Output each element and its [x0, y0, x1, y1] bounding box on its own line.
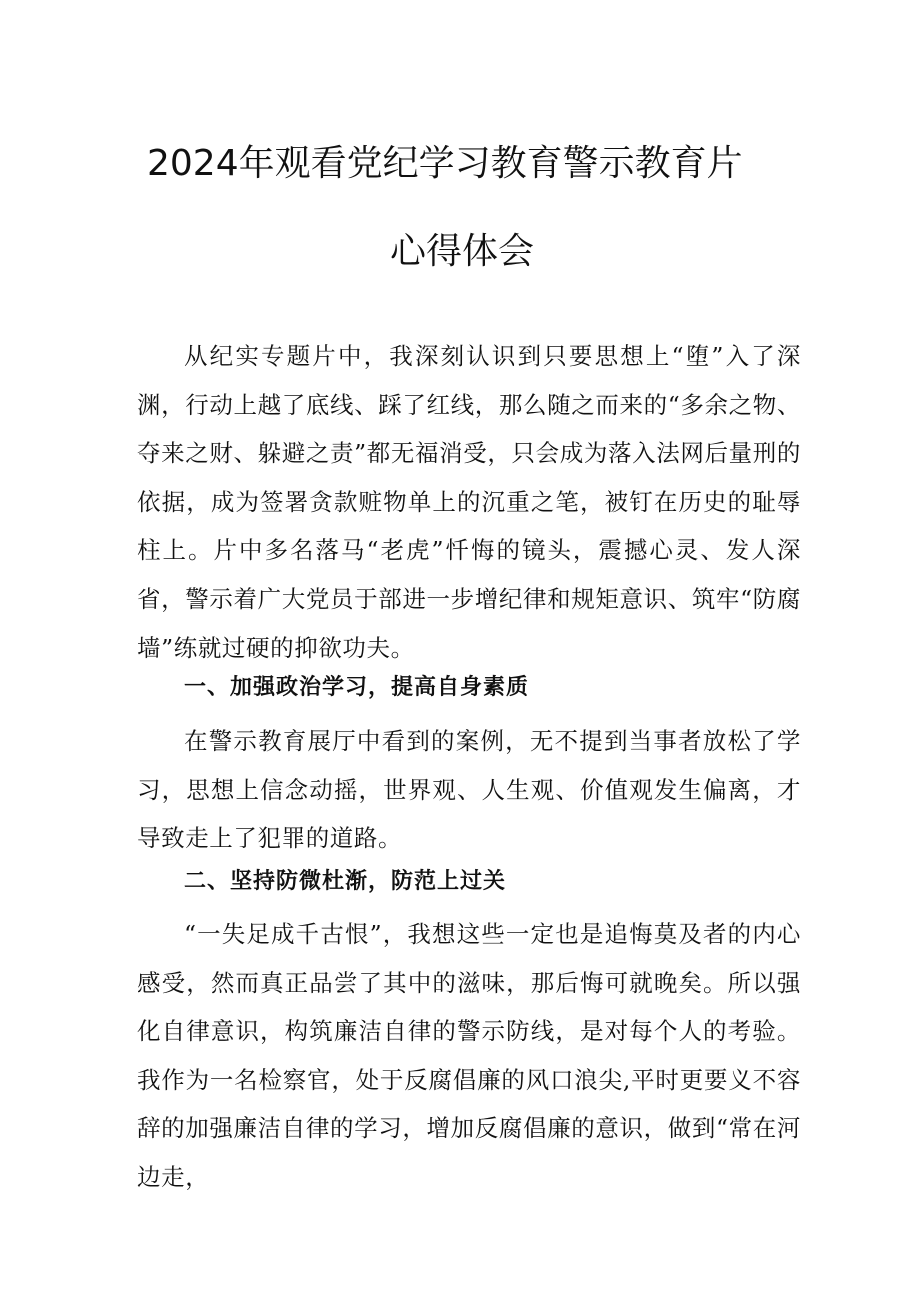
section-heading-1: 一、加强政治学习，提高自身素质	[184, 675, 530, 700]
paragraph-section-2: “一失足成千古恨”，我想这些一定也是追悔莫及者的内心感受，然而真正品尝了其中的滋味，那后悔可就晚矣。所以强化自律意识，构筑廉洁自律的警示防线，是对每个人的考验。我作为一名检察官，处于反腐倡廉的风口浪尖,平时更要义不容辞的加强廉洁自律的学习，增加反腐倡廉的意识，做到“常在河边走，	[137, 920, 801, 1191]
document-title-line-2: 心得体会	[390, 231, 535, 272]
paragraph-section-1: 在警示教育展厅中看到的案例，无不提到当事者放松了学习，思想上信念动摇，世界观、人生观、价值观发生偏离，才导致走上了犯罪的道路。	[137, 727, 801, 853]
section-heading-2: 二、坚持防微杜渐，防范上过关	[184, 869, 507, 894]
document-title-line-1: 2024年观看党纪学习教育警示教育片	[147, 143, 743, 184]
paragraph-intro: 从纪实专题片中，我深刻认识到只要思想上“堕”入了深渊，行动上越了底线、踩了红线，那么随之而来的“多余之物、夺来之财、躲避之责”都无福消受，只会成为落入法网后量刑的依据，成为签署贪款赃物单上的沉重之笔，被钉在历史的耻辱柱上。片中多名落马“老虎”忏悔的镜头，震撼心灵、发人深省，警示着广大党员于部进一步增纪律和规矩意识、筑牢“防腐墙”练就过硬的抑欲功夫。	[137, 342, 801, 662]
